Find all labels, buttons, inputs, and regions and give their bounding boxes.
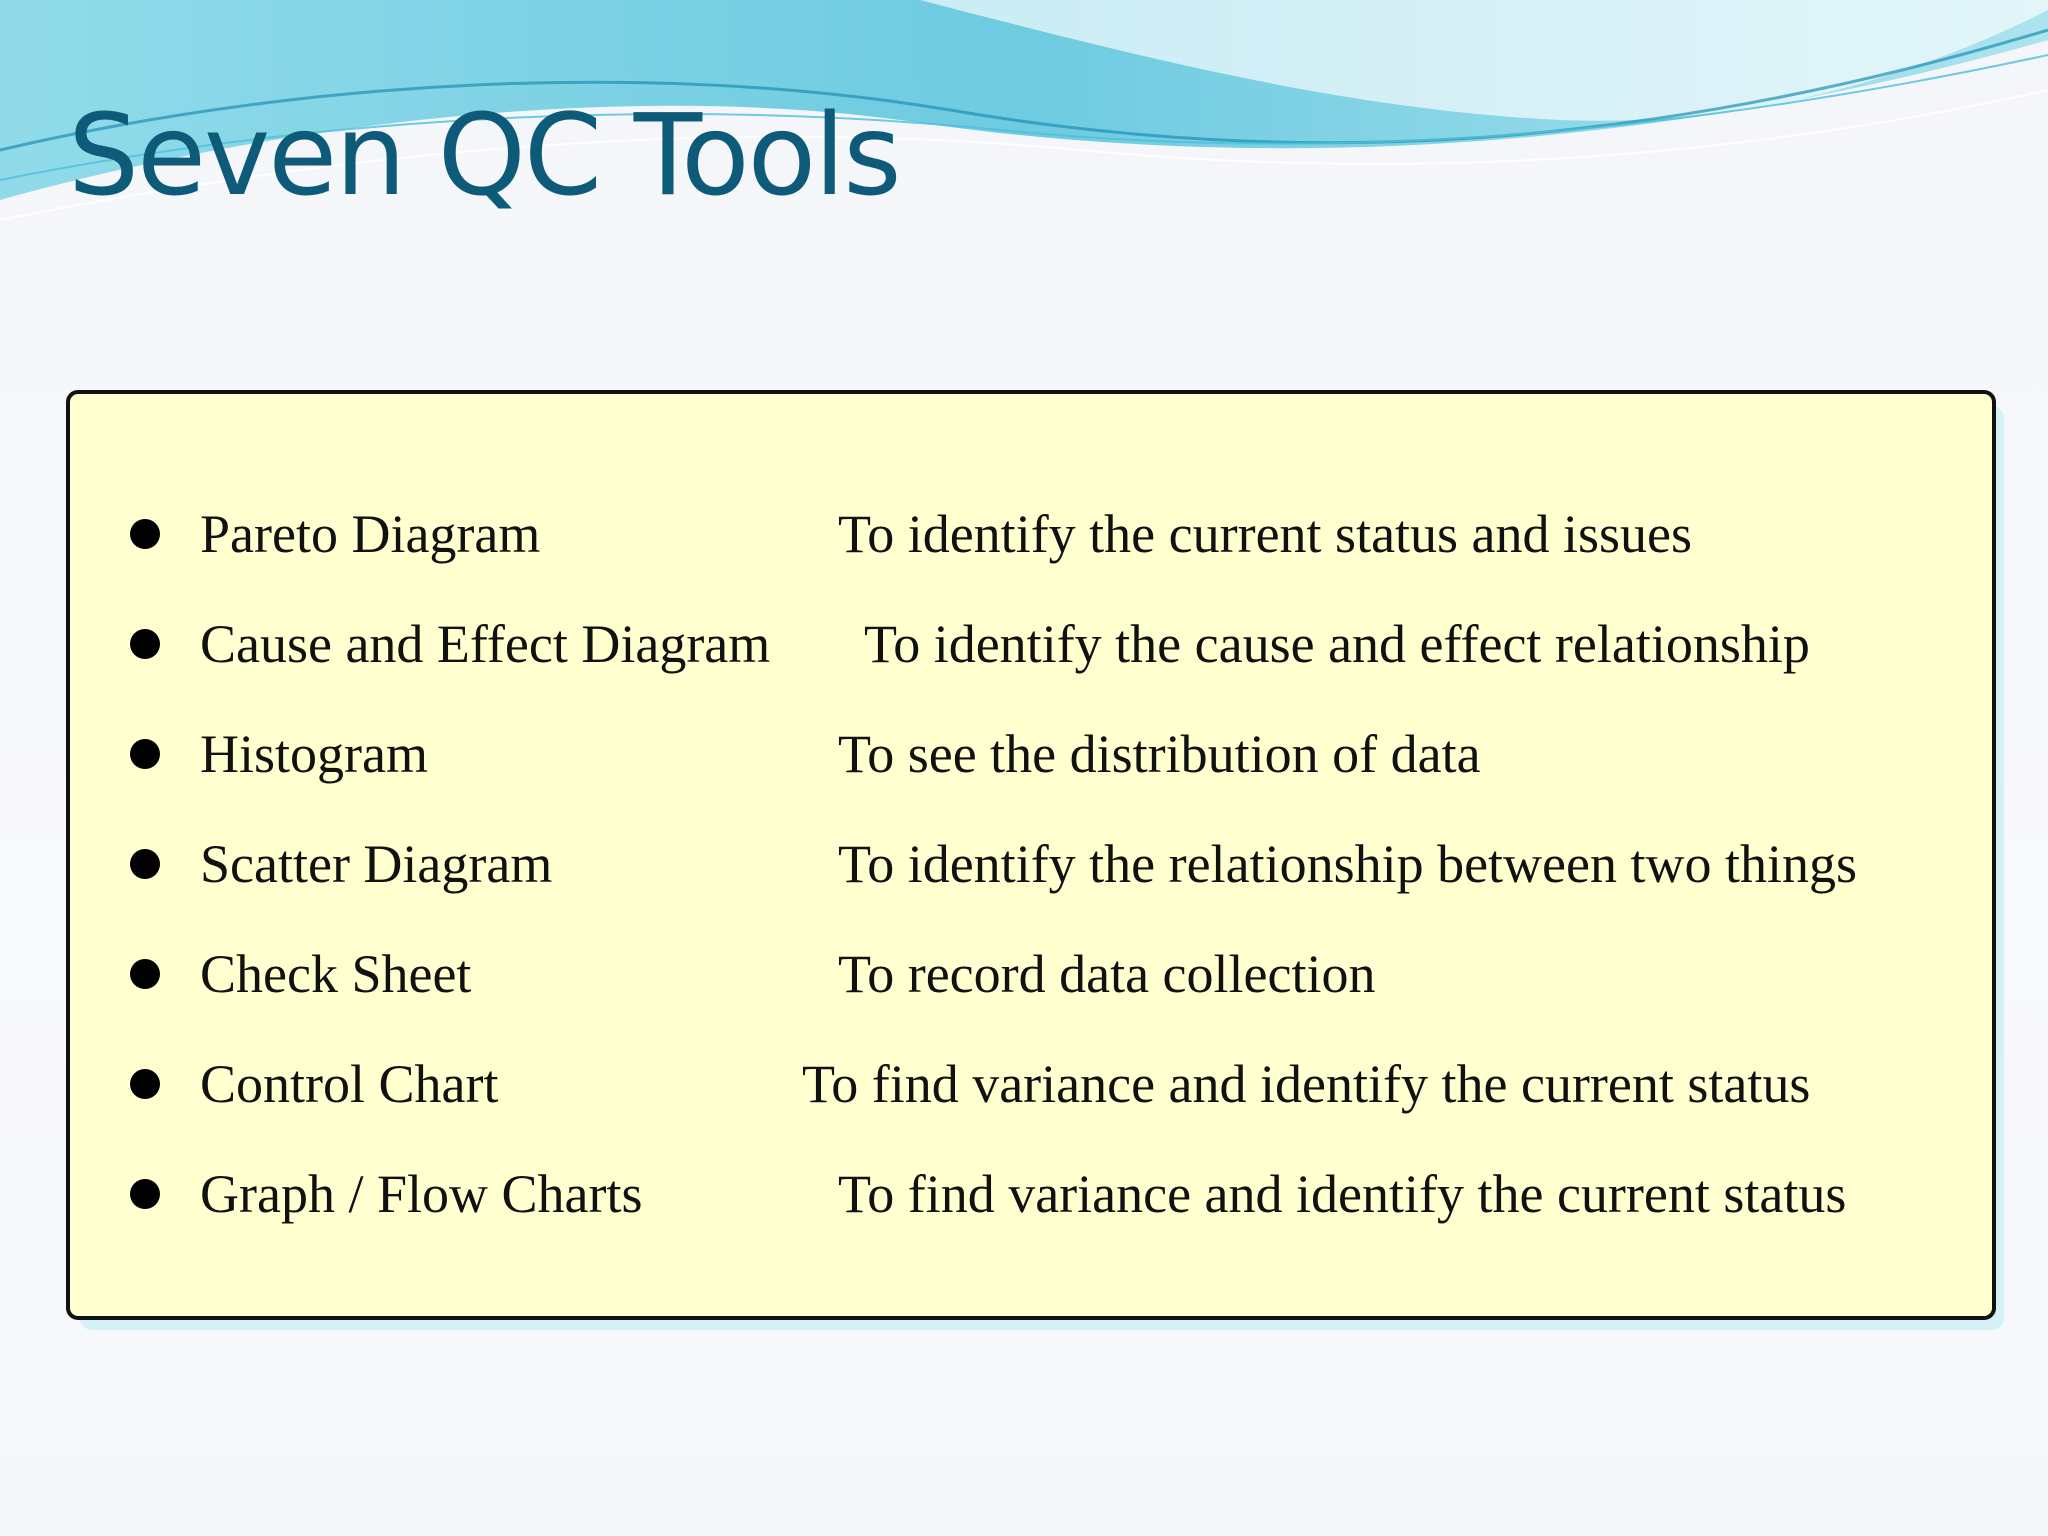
tool-name: Scatter Diagram (200, 834, 553, 894)
tool-row-control-chart (70, 1044, 1992, 1124)
bullet-icon (130, 629, 160, 659)
tool-name: Histogram (200, 724, 428, 784)
bullet-icon (130, 959, 160, 989)
bullet-icon (130, 739, 160, 769)
tools-content-box (66, 390, 1996, 1320)
tool-name: Control Chart (200, 1054, 499, 1114)
tool-name: Check Sheet (200, 944, 472, 1004)
tool-purpose: To find variance and identify the current status (802, 1054, 1811, 1114)
bullet-icon (130, 849, 160, 879)
bullet-icon (130, 519, 160, 549)
tool-row-check-sheet (70, 934, 1992, 1014)
bullet-icon (130, 1179, 160, 1209)
tool-row-histogram (70, 714, 1992, 794)
slide-title: Seven QC Tools (68, 91, 900, 221)
bullet-icon (130, 1069, 160, 1099)
tool-purpose: To find variance and identify the current status (838, 1164, 1847, 1224)
tool-row-cause-effect (70, 604, 1992, 684)
tool-purpose: To identify the current status and issues (838, 504, 1693, 564)
tool-purpose: To record data collection (838, 944, 1376, 1004)
tool-purpose: To identify the relationship between two things (838, 834, 1858, 894)
tool-purpose: To see the distribution of data (838, 724, 1481, 784)
tool-name: Cause and Effect Diagram (200, 614, 771, 674)
tool-row-scatter (70, 824, 1992, 904)
tool-row-graph-flow (70, 1154, 1992, 1234)
tool-purpose: To identify the cause and effect relationship (864, 614, 1810, 674)
tool-name: Pareto Diagram (200, 504, 541, 564)
tool-name: Graph / Flow Charts (200, 1164, 643, 1224)
tool-row-pareto (70, 494, 1992, 574)
